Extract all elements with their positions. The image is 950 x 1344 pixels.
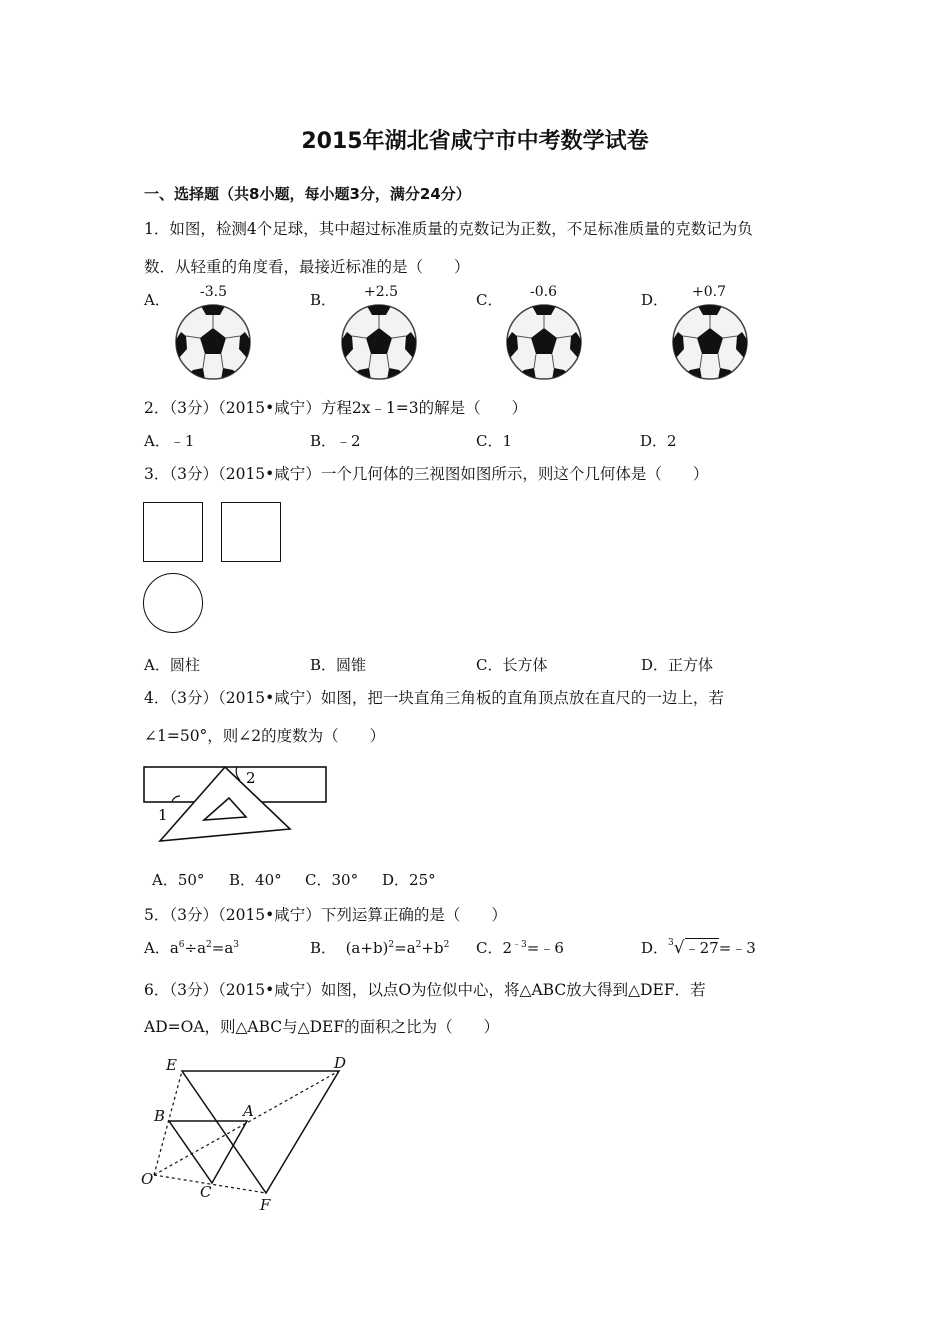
point-d-label: D [334, 1054, 347, 1072]
soccer-ball-icon [339, 302, 419, 382]
q2-text: 2．（3分）（2015•咸宁）方程2x﹣1=3的解是（ ） [144, 399, 528, 417]
q4-line1: 4．（3分）（2015•咸宁）如图，把一块直角三角板的直角顶点放在直尺的一边上，若 [144, 689, 724, 707]
q4-option-d: D．25° [382, 871, 436, 889]
q1-option-b-label: B． [310, 291, 337, 309]
q1-option-a-label: A． [144, 291, 170, 309]
q4-option-b: B．40° [229, 871, 282, 889]
point-a-label: A [243, 1102, 254, 1120]
point-e-label: E [166, 1056, 177, 1074]
q2-option-a: A．﹣1 [144, 432, 195, 450]
point-f-label: F [260, 1196, 271, 1214]
q5-d-label: D． [641, 939, 669, 957]
q1-option-c-value: -0.6 [530, 284, 557, 300]
q5-text: 5．（3分）（2015•咸宁）下列运算正确的是（ ） [144, 906, 507, 924]
q1-line2: 数．从轻重的角度看，最接近标准的是（ ） [144, 258, 470, 276]
angle-1-label: 1 [158, 806, 168, 824]
q5-a-op: ÷a [184, 939, 207, 957]
q5-b-label: B． [310, 939, 337, 957]
q3-text: 3．（3分）（2015•咸宁）一个几何体的三视图如图所示，则这个几何体是（ ） [144, 465, 709, 483]
q6-line1: 6．（3分）（2015•咸宁）如图，以点O为位似中心，将△ABC放大得到△DEF．若 [144, 981, 706, 999]
q5-b-eq: =a [394, 939, 416, 957]
q2-option-d: D．2 [640, 432, 677, 450]
q5-a-exp3: 3 [233, 940, 240, 950]
point-c-label: C [200, 1183, 212, 1201]
q5-c-label: C． [476, 939, 503, 957]
front-view-square [143, 502, 203, 562]
q5-b-exp2: 2 [415, 940, 422, 950]
point-o-label: O [141, 1170, 154, 1188]
q1-option-b-value: +2.5 [364, 284, 398, 300]
radical-sign-icon: √ [673, 938, 685, 958]
q2-option-c: C．1 [476, 432, 513, 450]
soccer-ball-icon [173, 302, 253, 382]
q5-option-b [310, 937, 449, 958]
q6-line2: AD=OA，则△ABC与△DEF的面积之比为（ ） [144, 1018, 500, 1036]
q5-a-eq: =a [211, 939, 234, 957]
q5-a-exp1: 6 [178, 940, 185, 950]
q5-option-c [476, 937, 564, 958]
q1-option-d-label: D． [641, 291, 669, 309]
side-view-square [221, 502, 281, 562]
q2-option-b: B．﹣2 [310, 432, 361, 450]
q5-b-base: (a+b) [345, 939, 389, 957]
q5-d-radicand: ﹣27 [684, 939, 719, 957]
q4-line2: ∠1=50°，则∠2的度数为（ ） [144, 727, 386, 745]
q5-c-exp: ﹣3 [512, 940, 527, 950]
q5-b-exp3: 2 [443, 940, 450, 950]
q5-option-d [641, 937, 756, 958]
point-b-label: B [154, 1107, 166, 1125]
ruler-triangle-figure [140, 762, 340, 850]
q5-d-root-index: 3 [668, 938, 674, 948]
section-heading: 一、选择题（共8小题，每小题3分，满分24分） [144, 185, 471, 203]
q3-option-a: A．圆柱 [144, 656, 200, 674]
q5-b-exp1: 2 [388, 940, 395, 950]
q5-d-rest: =﹣3 [718, 939, 756, 957]
q5-b-plus: +b [421, 939, 444, 957]
q5-option-a [144, 937, 239, 958]
q4-option-a: A．50° [152, 871, 205, 889]
q5-a-label: A． [144, 939, 170, 957]
q1-line1: 1．如图，检测4个足球，其中超过标准质量的克数记为正数，不足标准质量的克数记为负 [144, 220, 753, 238]
q5-a-exp2: 2 [206, 940, 212, 950]
q3-option-b: B．圆锥 [310, 656, 367, 674]
soccer-ball-icon [504, 302, 584, 382]
q5-c-base: 2 [502, 939, 513, 957]
page-title: 2015年湖北省咸宁市中考数学试卷 [301, 129, 649, 154]
q1-option-d-value: +0.7 [692, 284, 726, 300]
q4-option-c: C．30° [305, 871, 359, 889]
q3-option-c: C．长方体 [476, 656, 548, 674]
q3-option-d: D．正方体 [641, 656, 714, 674]
q1-option-c-label: C． [476, 291, 503, 309]
triangle-abc [169, 1121, 247, 1183]
q5-a-base: a [169, 939, 179, 957]
angle-2-label: 2 [246, 769, 256, 787]
q1-option-a-value: -3.5 [200, 284, 227, 300]
soccer-ball-icon [670, 302, 750, 382]
q5-c-rest: =﹣6 [526, 939, 564, 957]
similar-triangles-figure [136, 1050, 366, 1220]
top-view-circle [143, 573, 203, 633]
